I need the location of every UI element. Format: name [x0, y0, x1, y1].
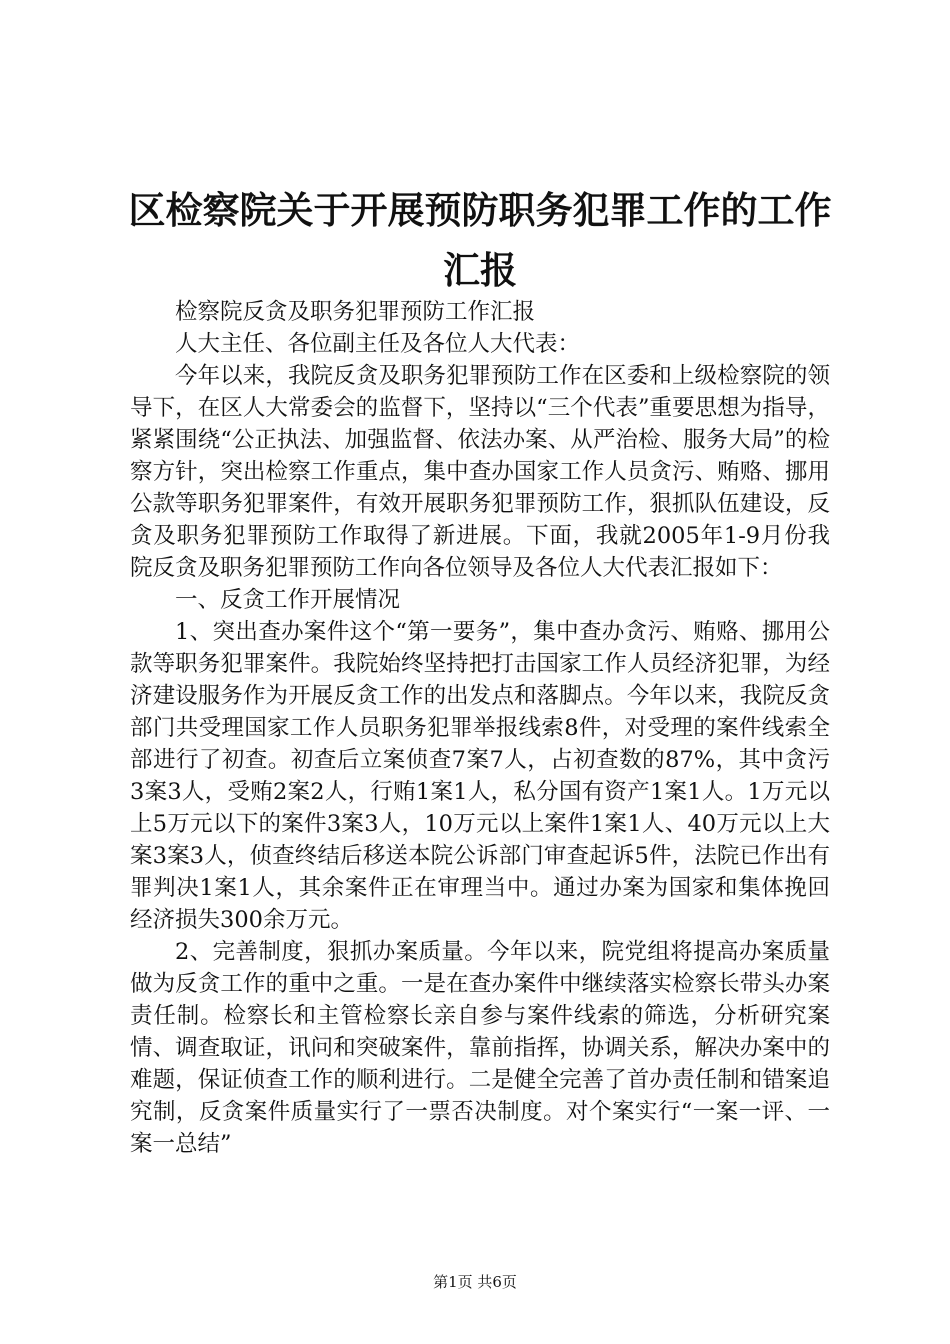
page-number-footer: 第1页 共6页	[433, 1273, 517, 1291]
paragraph-intro: 今年以来，我院反贪及职务犯罪预防工作在区委和上级检察院的领导下，在区人大常委会的监督下，坚持以“三个代表”重要思想为指导，紧紧围绕“公正执法、加强监督、依法办案、从严治检、服务大局”的检察方针，突出检察工作重点，集中查办国家工作人员贪污、贿赂、挪用公款等职务犯罪案件，有效开展职务犯罪预防工作，狠抓队伍建设，反贪及职务犯罪预防工作取得了新进展。下面，我就2005年1-9月份我院反贪及职务犯罪预防工作向各位领导及各位人大代表汇报如下：	[130, 363, 830, 581]
paragraph-section-heading: 一、反贪工作开展情况	[175, 587, 401, 613]
document-title: 区检察院关于开展预防职务犯罪工作的工作汇报	[128, 188, 832, 292]
paragraph-item-2: 2、完善制度，狠抓办案质量。今年以来，院党组将提高办案质量做为反贪工作的重中之重。一是在查办案件中继续落实检察长带头办案责任制。检察长和主管检察长亲自参与案件线索的筛选，分析研究案情、调查取证，讯问和突破案件，靠前指挥，协调关系，解决办案中的难题，保证侦查工作的顺利进行。二是健全完善了首办责任制和错案追究制，反贪案件质量实行了一票否决制度。对个案实行“一案一评、一案一总结”	[130, 939, 830, 1157]
paragraph-item-1: 1、突出查办案件这个“第一要务”，集中查办贪污、贿赂、挪用公款等职务犯罪案件。我院始终坚持把打击国家工作人员经济犯罪，为经济建设服务作为开展反贪工作的出发点和落脚点。今年以来，我院反贪部门共受理国家工作人员职务犯罪举报线索8件，对受理的案件线索全部进行了初查。初查后立案侦查7案7人，占初查数的87%，其中贪污3案3人，受贿2案2人，行贿1案1人，私分国有资产1案1人。1万元以上5万元以下的案件3案3人，10万元以上案件1案1人、40万元以上大案3案3人，侦查终结后移送本院公诉部门审查起诉5件，法院已作出有罪判决1案1人，其余案件正在审理当中。通过办案为国家和集体挽回经济损失300余万元。	[130, 619, 830, 933]
document-body	[130, 296, 830, 1160]
paragraph-salutation: 人大主任、各位副主任及各位人大代表：	[175, 331, 581, 357]
paragraph-subtitle: 检察院反贪及职务犯罪预防工作汇报	[175, 299, 536, 325]
